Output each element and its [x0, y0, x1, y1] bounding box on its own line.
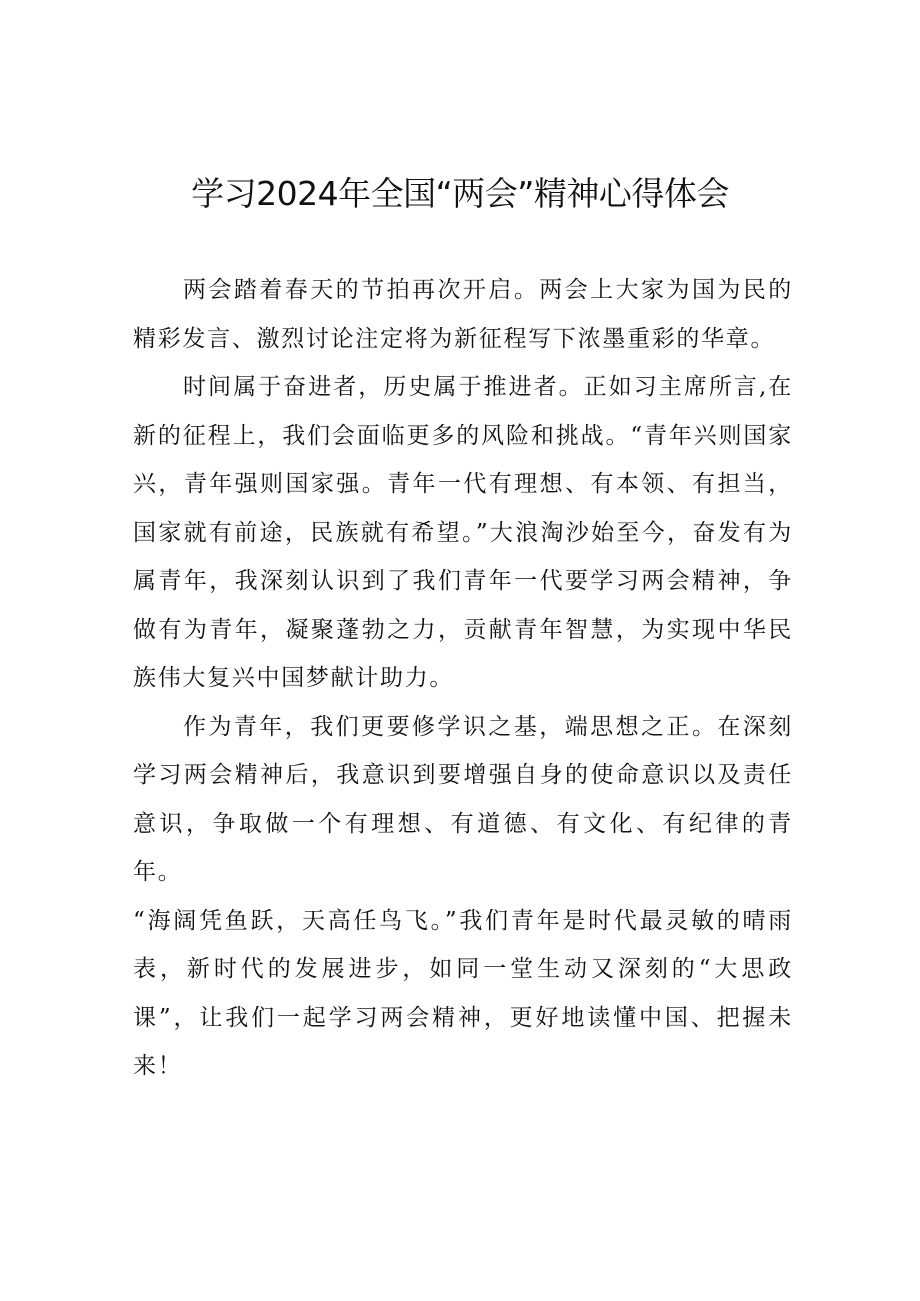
paragraph-2: 时间属于奋进者，历史属于推进者。正如习主席所言,在新的征程上，我们会面临更多的风险和挑战。“青年兴则国家兴，青年强则国家强。青年一代有理想、有本领、有担当，国家就有前途，民族就有希望。”大浪淘沙始至今，奋发有为属青年，我深刻认识到了我们青年一代要学习两会精神，争做有为青年，凝聚蓬勃之力，贡献青年智慧，为实现中华民族伟大复兴中国梦献计助力。 — [133, 374, 793, 691]
paragraph-4: “海阔凭鱼跃，天高任鸟飞。”我们青年是时代最灵敏的晴雨表，新时代的发展进步，如同一堂生动又深刻的“大思政课”，让我们一起学习两会精神，更好地读懂中国、把握未来！ — [133, 907, 793, 1079]
paragraph-1: 两会踏着春天的节拍再次开启。两会上大家为国为民的精彩发言、激烈讨论注定将为新征程写下浓墨重彩的华章。 — [133, 277, 793, 352]
paragraph-3: 作为青年，我们更要修学识之基，端思想之正。在深刻学习两会精神后，我意识到要增强自身的使命意识以及责任意识，争取做一个有理想、有道德、有文化、有纪律的青年。 — [133, 713, 793, 885]
document-body — [133, 266, 793, 1091]
document-title: 学习2024年全国“两会”精神心得体会 — [191, 174, 729, 213]
